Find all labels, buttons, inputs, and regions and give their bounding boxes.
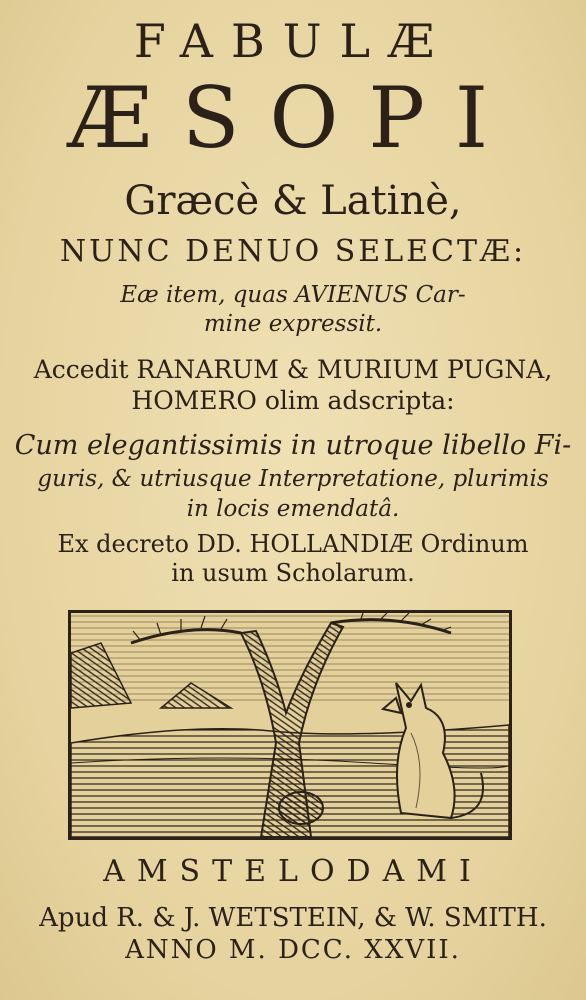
fox-woodcut-svg bbox=[71, 613, 509, 837]
text-figuris-1: Cum elegantissimis in utroque libello Fi- bbox=[14, 430, 572, 461]
text-avienus-line: Eæ item, quas AVIENUS Car- bbox=[120, 282, 466, 308]
text-decreto: Ex decreto DD. HOLLANDIÆ Ordinum bbox=[57, 530, 529, 558]
text-scholarum: in usum Scholarum. bbox=[171, 559, 415, 587]
text-figuris-3: in locis emendatâ. bbox=[186, 496, 400, 522]
imprint-printers: Apud R. & J. WETSTEIN, & W. SMITH. bbox=[39, 903, 547, 933]
text-figuris-2: guris, & utriusque Interpretatione, plurimis bbox=[37, 466, 549, 492]
fox-woodcut-illustration bbox=[68, 610, 512, 840]
text-avienus-line-2: mine expressit. bbox=[203, 311, 383, 337]
subtitle-graece-latine: Græcè & Latinè, bbox=[124, 178, 462, 224]
title-aesopi: ÆSOPI bbox=[67, 69, 519, 167]
place-amstelodami: AMSTELODAMI bbox=[103, 854, 483, 889]
subtitle-selectae: NUNC DENUO SELECTÆ: bbox=[59, 234, 527, 269]
text-homero: HOMERO olim adscripta: bbox=[131, 386, 455, 415]
text-accedit: Accedit RANARUM & MURIUM PUGNA, bbox=[33, 355, 553, 384]
title-fabulae: FABULÆ bbox=[133, 14, 453, 68]
imprint-date: ANNO M. DCC. XXVII. bbox=[125, 935, 461, 965]
